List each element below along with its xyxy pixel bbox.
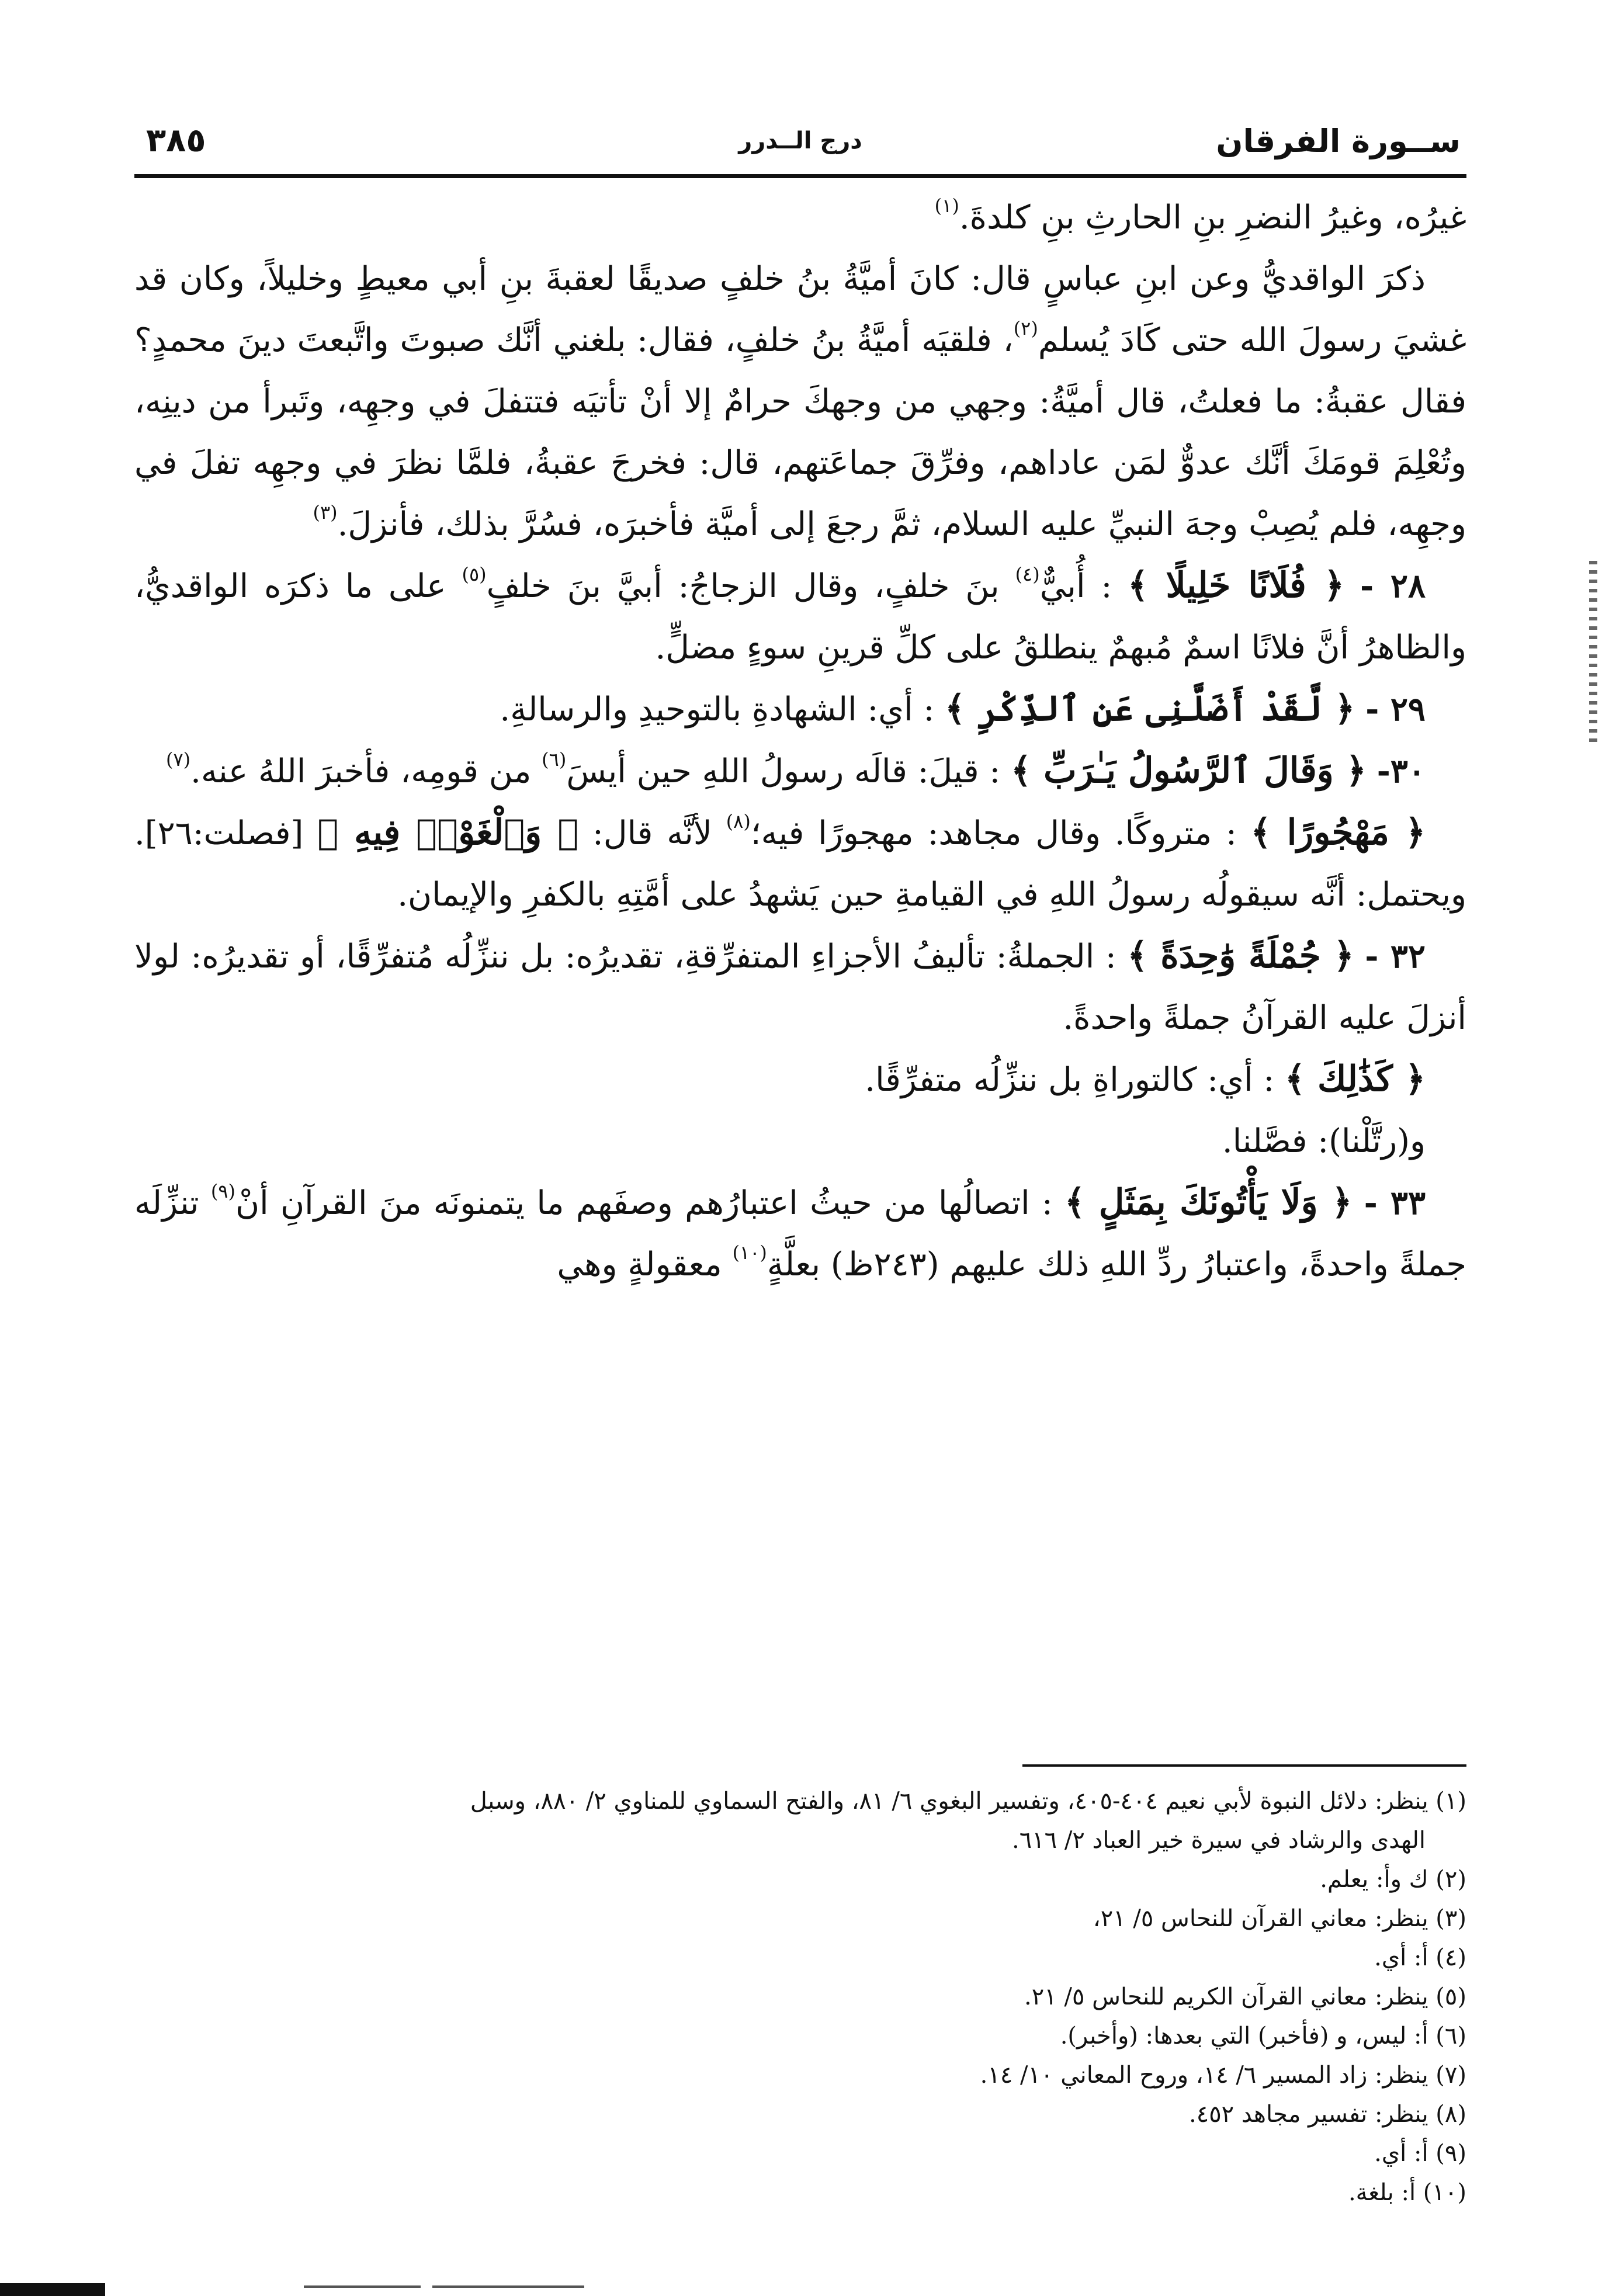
footnote-marker: (٢) <box>1013 317 1038 339</box>
footnote-marker: (٧) <box>166 748 191 771</box>
paragraph: ٢٩ - ﴿ لَّقَدْ أَضَلَّنِى عَنِ ٱلذِّكْرِ ﴾ : أي: الشهادةِ بالتوحيدِ والرسالةِ. <box>500 688 1426 729</box>
book-page <box>134 88 1466 2249</box>
quran-quote: ﴿ وَلَا يَأْتُونَكَ بِمَثَلٍ ﴾ <box>1064 1182 1353 1223</box>
verse-number: ٣٣ - <box>1364 1184 1426 1222</box>
footnote-continuation: الهدى والرشاد في سيرة خير العباد ٢/ ٦١٦. <box>1011 1827 1426 1854</box>
quran-quote: ﴿ وَٱلْغَوْا۟ فِيهِ ﴾ <box>317 812 579 853</box>
running-header <box>134 111 1466 175</box>
footnote-separator <box>1022 1764 1466 1767</box>
footnote: (٤) أ: أي. <box>1374 1944 1466 1971</box>
footnote: (٨) ينظر: تفسير مجاهد ٤٥٢. <box>1188 2101 1466 2128</box>
footnote: (٣) ينظر: معاني القرآن للنحاس ٥/ ٢١، <box>1093 1905 1466 1932</box>
footnote-marker: (١٠) <box>732 1241 767 1264</box>
scan-edge-line <box>304 2285 421 2288</box>
surah-title: ســورة الفرقان <box>1216 123 1461 159</box>
footnote: (١) ينظر: دلائل النبوة لأبي نعيم ٤٠٤-٤٠٥، وتفسير البغوي ٦/ ٨١، والفتح السماوي للمناوي ٢/ ٨٨٠، وسبل <box>470 1788 1466 1815</box>
footnote-marker: (٩) <box>210 1180 235 1202</box>
paragraph: ٢٨ - ﴿ فُلَانًا خَلِيلًا ﴾ : أُبيٌّ$^{(٤)}$ بنَ خلفٍ، وقال الزجاجُ: أبيَّ بنَ خلفٍ$^{(٥)}$ على ما ذكرَه الواقديُّ، والظاهرُ أنَّ فلانًا اسمٌ مُبهمٌ ينطلقُ على كلِّ قرينِ سوءٍ مضلٍّ. <box>134 563 1466 667</box>
footnote-marker: (٤) <box>1015 563 1040 585</box>
scan-edge-line <box>432 2285 584 2288</box>
paragraph: ذكرَ الواقديُّ وعن ابنِ عباسٍ قال: كانَ أميَّةُ بنُ خلفٍ صديقًا لعقبةَ بنِ أبي معيطٍ وخليلاً، وكان قد غشيَ رسولَ الله حتى كَادَ يُسلم$^{(٢)}$، فلقيَه أميَّةُ بنُ خلفٍ، فقال: بلغني أنَّك صبوتَ واتَّبعتَ دينَ محمدٍ؟ فقال عقبةُ: ما فعلتُ، قال أميَّةُ: وجهي من وجهكَ حرامٌ إلا أنْ تأتيَه فتتفلَ في وجهِه، وتَبرأ من دينِه، وتُعْلِمَ قومَكَ أنَّك عدوٌّ لمَن عاداهم، وفرِّقَ جماعَتهم، قال: فخرجَ عقبةُ، فلمَّا نظرَ في وجهِه تفلَ في وجهِه، فلم يُصِبْ وجهَ النبيِّ عليه السلام، ثمَّ رجعَ إلى أميَّة فأخبرَه، فسُرَّ بذلك، فأنزلَ.$^{(٣)}$ <box>134 260 1467 543</box>
quran-quote: ﴿ جُمْلَةً وَٰحِدَةً ﴾ <box>1127 935 1354 976</box>
quran-quote: ﴿ وَقَالَ ٱلرَّسُولُ يَـٰرَبِّ ﴾ <box>1011 750 1367 791</box>
book-title: درج الــدرر <box>738 127 862 154</box>
verse-number: ٣٢ - <box>1365 937 1426 976</box>
footnote: (١٠) أ: بلغة. <box>1348 2179 1466 2206</box>
footnote: (٥) ينظر: معاني القرآن الكريم للنحاس ٥/ ٢١. <box>1024 1983 1466 2010</box>
footnotes <box>134 1782 1466 2212</box>
footnote: (٩) أ: أي. <box>1374 2140 1466 2167</box>
quran-quote: ﴿ كَذَٰلِكَ ﴾ <box>1285 1059 1426 1100</box>
paragraph: و(رتَّلْنا): فصَّلنا. <box>1222 1122 1426 1160</box>
footnote-marker: (١) <box>934 195 959 217</box>
main-text <box>134 187 1466 1295</box>
paragraph: ٣٣ - ﴿ وَلَا يَأْتُونَكَ بِمَثَلٍ ﴾ : اتصالُها من حيثُ اعتبارُهم وصفَهم ما يتمنونَه منَ القرآنِ أنْ$^{(٩)}$ تنزِّلَه جملةً واحدةً، واعتبارُ ردِّ اللهِ ذلك عليهم (٢٤٣ظ) بعلَّةٍ$^{(١٠)}$ معقولةٍ وهي <box>134 1180 1466 1284</box>
scan-edge-bar <box>0 2283 105 2296</box>
footnote-marker: (٥) <box>462 563 487 585</box>
header-rule <box>134 174 1466 178</box>
quran-quote: ﴿ لَّقَدْ أَضَلَّنِى عَنِ ٱلذِّكْرِ ﴾ <box>945 688 1355 729</box>
page-number: ٣٨٥ <box>146 122 206 159</box>
quran-quote: ﴿ فُلَانًا خَلِيلًا ﴾ <box>1128 565 1345 606</box>
paragraph: ٣٢ - ﴿ جُمْلَةً وَٰحِدَةً ﴾ : الجملةُ: تأليفُ الأجزاءِ المتفرِّقةِ، تقديرُه: بل ننزِّلُه مُتفرِّقًا، أو تقديرُه: لولا أنزلَ عليه القرآنُ جملةً واحدةً. <box>134 935 1466 1037</box>
footnote: (٢) ك وأ: يعلم. <box>1320 1866 1466 1893</box>
paragraph: غيرُه، وغيرُ النضرِ بنِ الحارثِ بنِ كلدةَ.$^{(١)}$ <box>934 195 1466 237</box>
quran-quote: ﴿ مَهْجُورًا ﴾ <box>1250 812 1426 853</box>
footnote: (٦) أ: ليس، و (فأخبر) التي بعدها: (وأخبر). <box>1060 2023 1466 2049</box>
verse-number: ٢٩ - <box>1365 690 1426 729</box>
footnote-marker: (٨) <box>726 810 751 833</box>
paragraph: ﴿ كَذَٰلِكَ ﴾ : أي: كالتوراةِ بل ننزِّلُه متفرِّقًا. <box>865 1059 1426 1100</box>
footnote-marker: (٣) <box>313 501 338 523</box>
scan-margin-mark <box>1589 561 1597 748</box>
paragraph: ٣٠- ﴿ وَقَالَ ٱلرَّسُولُ يَـٰرَبِّ ﴾ : قيلَ: قالَه رسولُ اللهِ حين أيسَ$^{(٦)}$ من قومِه، فأخبرَ اللهُ عنه.$^{(٧)}$ <box>166 748 1426 791</box>
verse-number: ٣٠- <box>1376 752 1426 790</box>
footnote-marker: (٦) <box>542 748 567 771</box>
verse-number: ٢٨ - <box>1360 567 1426 605</box>
paragraph: ﴿ مَهْجُورًا ﴾ : متروكًا. وقال مجاهد: مهجورًا فيه؛$^{(٨)}$ لأنَّه قال: ﴿ وَٱلْغَوْا۟ فِيهِ ﴾ [فصلت:٢٦]. ويحتمل: أنَّه سيقولُه رسولُ اللهِ في القيامةِ حين يَشهدُ على أمَّتِهِ بالكفرِ والإيمان. <box>134 810 1466 914</box>
footnote: (٧) ينظر: زاد المسير ٦/ ١٤، وروح المعاني ١٠/ ١٤. <box>980 2062 1466 2089</box>
